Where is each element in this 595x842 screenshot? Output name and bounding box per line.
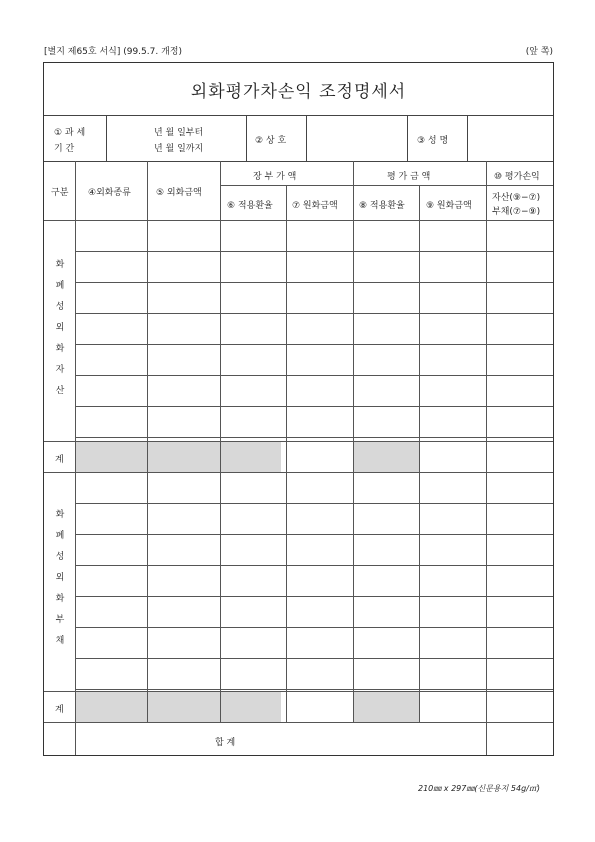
liab-label-char: 부 bbox=[55, 615, 65, 625]
table-row-border bbox=[44, 220, 553, 221]
assets-label-char: 외 bbox=[55, 323, 65, 333]
table-col-border bbox=[286, 185, 287, 722]
page-side-label: (앞 쪽) bbox=[525, 47, 553, 57]
table-col-border bbox=[419, 185, 420, 722]
shade-liab-subtotal bbox=[75, 691, 281, 722]
shade-liab-eval bbox=[353, 691, 419, 722]
col-eval-group: 평 가 금 액 bbox=[387, 172, 431, 182]
paper-spec: 210㎜ x 297㎜(신문용지 54g/㎡) bbox=[417, 784, 540, 793]
assets-label-char: 성 bbox=[55, 302, 65, 312]
liab-label-char: 성 bbox=[55, 552, 65, 562]
assets-label-char: 폐 bbox=[55, 281, 65, 291]
col-currency-type: ④외화종류 bbox=[88, 188, 131, 198]
liab-label-char: 외 bbox=[55, 573, 65, 583]
grand-total-label: 합 계 bbox=[215, 738, 236, 748]
liab-label-char: 화 bbox=[55, 510, 65, 520]
assets-label-char: 화 bbox=[55, 344, 65, 354]
assets-label-char: 자 bbox=[55, 365, 65, 375]
section-assets-label bbox=[53, 255, 67, 402]
table-col-border bbox=[220, 161, 221, 722]
table-row-border bbox=[44, 691, 553, 692]
shade-assets-subtotal bbox=[75, 441, 281, 472]
info-row bbox=[44, 115, 553, 162]
assets-label-char: 화 bbox=[55, 260, 65, 270]
col-gain-loss-asset: 자산(⑨−⑦) bbox=[492, 193, 541, 203]
table-col-border bbox=[353, 161, 354, 722]
table-row-border bbox=[44, 441, 553, 442]
form-number: [별지 제65호 서식] (99.5.7. 개정) bbox=[44, 47, 182, 57]
shade-assets-eval bbox=[353, 441, 419, 472]
adjustment-table bbox=[44, 161, 553, 755]
col-book-krw: ⑦ 원화금액 bbox=[292, 201, 338, 211]
form-frame bbox=[43, 62, 554, 756]
table-col-border bbox=[75, 161, 76, 755]
liab-label-char: 화 bbox=[55, 594, 65, 604]
col-gain-loss: ⑩ 평가손익 bbox=[494, 172, 540, 182]
company-label: ② 상 호 bbox=[255, 136, 287, 146]
liab-label-char: 채 bbox=[55, 636, 65, 646]
liab-label-char: 폐 bbox=[55, 531, 65, 541]
assets-subtotal-label: 계 bbox=[55, 455, 64, 465]
name-label: ③ 성 명 bbox=[417, 136, 449, 146]
period-label: ① 과 세 bbox=[54, 128, 86, 138]
table-col-border bbox=[147, 161, 148, 722]
col-book-rate: ⑥ 적용환율 bbox=[227, 201, 273, 211]
assets-label-char: 산 bbox=[55, 386, 65, 396]
liab-subtotal-label: 계 bbox=[55, 705, 64, 715]
col-eval-krw: ⑨ 원화금액 bbox=[426, 201, 472, 211]
col-gain-loss-liab: 부채(⑦−⑨) bbox=[492, 207, 541, 217]
period-to[interactable]: 년 월 일까지 bbox=[154, 144, 204, 154]
col-eval-rate: ⑧ 적용환율 bbox=[359, 201, 405, 211]
table-col-border bbox=[486, 161, 487, 755]
period-from[interactable]: 년 월 일부터 bbox=[154, 128, 204, 138]
table-row-border bbox=[44, 722, 553, 723]
period-label-2: 기 간 bbox=[54, 144, 75, 154]
col-category: 구분 bbox=[51, 188, 69, 198]
section-liabilities-label bbox=[53, 505, 67, 652]
table-row-border bbox=[486, 185, 553, 186]
table-row-border bbox=[44, 472, 553, 473]
form-title: 외화평가차손익 조정명세서 bbox=[44, 63, 553, 116]
col-book-group: 장 부 가 액 bbox=[253, 172, 297, 182]
col-currency-amount: ⑤ 외화금액 bbox=[156, 188, 202, 198]
